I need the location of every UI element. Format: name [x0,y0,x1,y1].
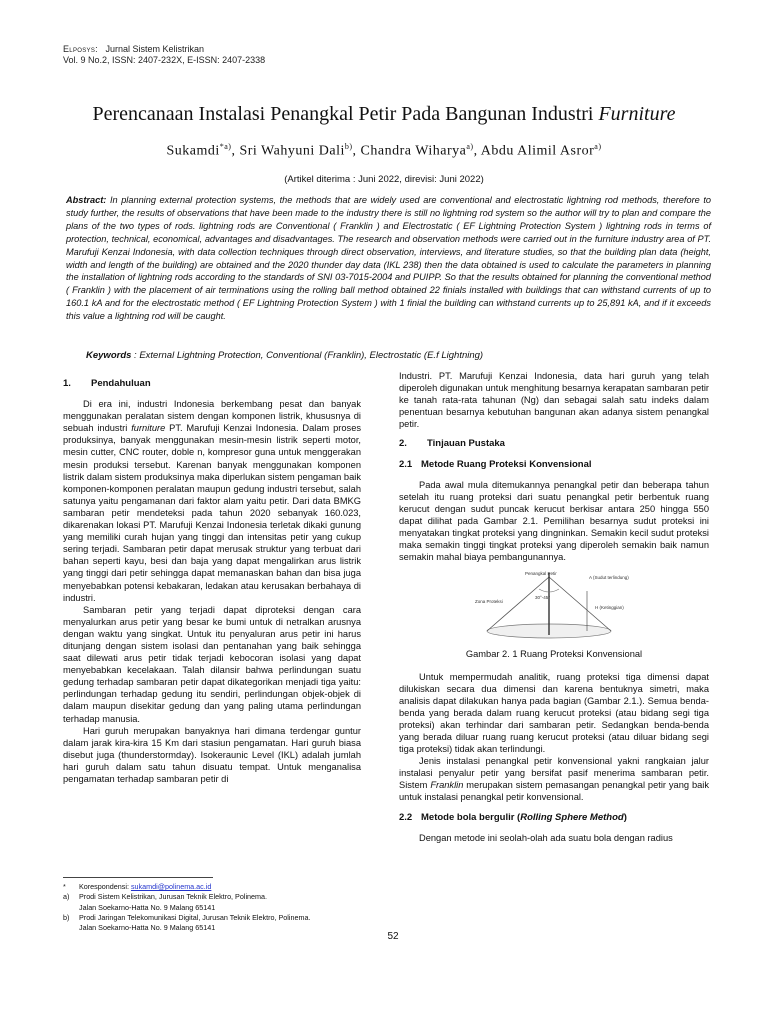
paragraph: Jenis instalasi penangkal petir konvensional yakni rangkaian jalur instalasi penyalur petir yang bersifat pasif menerima sambaran petir. Sistem Franklin merupakan sistem pemasangan penangkal petir yang baik untuk instalasi penangkal petir konvensional. [399,756,709,803]
paper-title: Perencanaan Instalasi Penangkal Petir Pada Bangunan Industri Furniture [92,103,676,125]
journal-brand: Elposys: [63,44,98,54]
right-column [399,370,709,844]
author-1: Sukamdi [166,143,220,159]
abstract [66,194,711,323]
article-dates: (Artikel diterima : Juni 2022, direvisi: Juni 2022) [284,174,484,185]
paragraph: Industri. PT. Marufuji Kenzai Indonesia, data hari guruh yang telah diperoleh digunakan untuk menghitung besarnya kerapatan sambaran petir ke tanah rata-rata tahunan (Ng) dan sebagai salah satu indeks dalam penentuan besarnya kebutuhan bangunan akan adanya sistem penangkal petir. [399,371,709,430]
journal-issue: Vol. 9 No.2, ISSN: 2407-232X, E-ISSN: 2407-2338 [63,55,266,65]
figure-label: 30°-45° [535,595,551,601]
figure-label: Zona Proteksi [475,599,503,605]
paragraph: Di era ini, industri Indonesia berkembang pesat dan banyak menggunakan peralatan sistem dengan komponen listrik, khususnya di sebuah industri furniture PT. Marufuji Kenzai Indonesia. Dalam proses produksinya, banyak menggunakan mesin-mesin listrik seperti motor, mesin cutter, CNC router, doble n, kompresor guna untuk menggerakan mesin produksi tersebut. Karenan banyak menggunakan komponen listrik dalam sistem produksinya maka diperlukan sistem pengaman baik komponen-komponen peralatan maupun gedung industri tersebut, salah satunya yaitu pengamanan dari faktor alam yaitu petir. Dari data BMKG sambaran petir mendeteksi pada tahun 2020 sebanyak 160.023, dikarenakan lokasi PT. Marufuji Kenzai Indonesia terletak dikaki gunung yang memiliki curah hujan yang tinggi dan intensitas petir yang cukup sering terjadi. Sambaran petir dapat merusak struktur yang terbuat dari bahan seperti kayu, besi dan baja yang dapat mengalirkan arus listrik yang tinggi dari petir sehingga dapat memanaskan bahan dan bisa juga menyebabkan potensi kebakaran, ledakan atau kerusakan berbahaya di industri. [63,399,362,603]
figure-protection-cone [399,569,709,644]
cone-diagram [469,569,639,641]
author-4: , Abdu Alimil Asror [473,143,595,159]
abstract-label: Abstract: [66,195,107,205]
paragraph: Pada awal mula ditemukannya penangkal petir dan beberapa tahun setelah itu ruang proteksi dari suatu penangkal petir berbentuk ruang kerucut dengan sudut puncak kerucut berkisar antara 250 hingga 550 dapat dilihat pada Gambar 2.1. Pemilihan besarnya sudut proteksi ini menyatakan tingkat proteksi yang dingninkan. Semakin kecil sudut proteksi maka semakin tinggi tingkat proteksi yang diperoleh semakin baik namun semakin mahal biaya pembangunannya. [399,479,709,563]
cone-edge-right [549,577,611,631]
section-heading-1: 1. Pendahuluan [63,378,151,389]
section-heading-2: 2. Tinjauan Pustaka [399,438,505,450]
page-number: 52 [387,931,399,942]
abstract-text: In planning external protection systems, the methods that are widely used are conventional and electrostatic lightning rod methods, therefore to study further, the results of observations that have been made to the industry there is still no lightning rod system so the author will try to plan and compare the plans of the two types of rods. lightning rods are Conventional ( Franklin ) and Electrostatic ( EF Lightning Protection System ) lightning rods in terms of protection, technical, economical, advantages and disadvantages. The research and observation methods were carried out in the furniture industry area of PT. Marufuji Kenzai Indonesia, with data collection techniques through direct observation, interviews, and literature studies, so that the building plan data (height, width and length of the building) are obtained and the 2020 thunder day data (IKL 238) then the data obtained is used to calculate the parameters in planning the installation of lightning rods according to the standards of SNI 03-7015-2004 and PUIPP. So that the results obtained for planning the conventional method ( Franklin ) with the placement of air terminations using the rolling ball method obtained 22 finials installed with buildings that can withstand currents of up to 160.1 kA and for the electrostatic method ( EF Lightning Protection System ) with 1 finial the building can withstand currents up to 25,891 kA, and if it exceeds this value a lightning rod will be caught. [66,195,711,322]
subsection-heading-2-2: 2.2 Metode bola bergulir (Rolling Sphere Method) [399,811,627,823]
figure-label: Penangkal Petir [525,571,557,577]
author-3: , Chandra Wiharya [352,143,467,159]
figure-label: A (Sudut terlindung) [589,575,629,581]
keywords: Keywords : External Lightning Protection, Conventional (Franklin), Electrostatic (E.f Lightning) [86,350,484,361]
author-2: , Sri Wahyuni Dali [231,143,345,159]
figure-caption: Gambar 2. 1 Ruang Proteksi Konvensional [465,649,643,660]
paragraph: Sambaran petir yang terjadi dapat diproteksi dengan cara menyalurkan arus petir yang besar ke bumi untuk di netralkan arusnya dengan waktu yang singkat. Untuk itu penyaluran arus petir ini harus ditunjang dengan sistem isolasi dan pentanahan yang baik sehingga saat dilewati arus petir tidak terjadi kebocoran isolasi yang dapat menyebabkan kecelakaan. Talah dilansir bahwa perlindungan suatu gedung terhadap sambaran petir dapat dikategorikan menjadi tiga yaitu: perlindungan terhadap gedung itu sendiri, perlindungan objek-objek di dalam maupun disekitar gedung dan yang paling utama perlindungan terhadap manusia. [63,604,361,724]
figure-label: H (Ketinggian) [595,605,624,611]
author-list: Sukamdi$^{*a)}$, Sri Wahyuni Dali$^{b)}$, Chandra Wiharya$^{a)}$, Abdu Alimil Asror$^{a)}$ [166,142,602,159]
subsection-heading-2-1: 2.1 Metode Ruang Proteksi Konvensional [399,458,592,470]
left-column [63,370,361,785]
journal-title: Jurnal Sistem Kelistrikan [105,44,204,54]
paragraph: Dengan metode ini seolah-olah ada suatu bola dengan radius [419,832,673,843]
footnotes: * Korespondensi: sukamdi@polinema.ac.id a) Prodi Sistem Kelistrikan, Jurusan Teknik Elektro, Polinema. Jalan Soekarno-Hatta No. 9 Malang 65141 b) Prodi Jaringan Telekomunikasi Digital, Jurusan Teknik Elektro, Polinema. Jalan Soekarno-Hatta No. 9 Malang 65141 [63,877,363,933]
paragraph: Hari guruh merupakan banyaknya hari dimana terdengar guntur dalam jarak kira-kira 15 Km dari stasiun pengamatan. Hari guruh biasa disebut juga (thunderstormday). Isokeraunic Level (IKL) adalah jumlah hari guruh dalam satu tahun disuatu tempat. Untuk menganalisa pengamatan terhadap sambaran petir di [63,725,361,784]
cone-edge-left [487,577,549,631]
email-link[interactable]: sukamdi@polinema.ac.id [130,882,212,891]
journal-header [63,44,265,66]
footnote-divider [63,877,213,878]
paragraph: Untuk mempermudah analitik, ruang proteksi tiga dimensi dapat dilukiskan secara dua dimensi dan karena bentuknya simetri, maka analisis dapat dilakukan hanya pada bagian (Gambar 2.1.). Semua benda-benda yang berada dalam ruang kerucut proteksi (atau bidang segi tiga proteksi) akan terhindar dari sambaran petir. Sedangkan benda-benda yang berada diluar ruang ruang kerucut proteksi (atau diluar bidang segi tiga proteksi) tidak akan terlindungi. [399,671,709,755]
